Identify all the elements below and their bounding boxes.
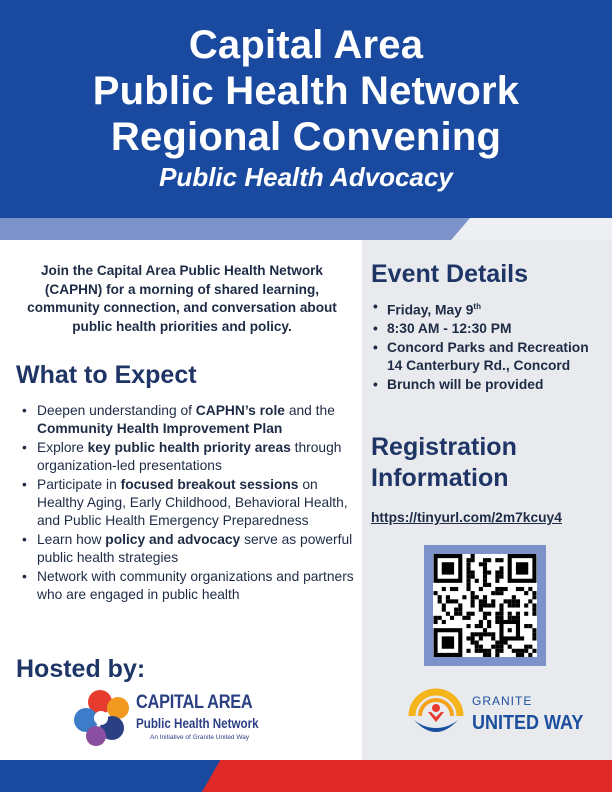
- qr-code-frame: [424, 545, 546, 666]
- event-details-heading: Event Details: [371, 260, 529, 288]
- united-way-logo-icon: [408, 686, 464, 742]
- list-item: • Learn how policy and advocacy serve as powerful public health strategies: [20, 531, 360, 568]
- expect-list: [20, 402, 360, 604]
- capn-logo-line-1: CAPITAL AREA: [136, 692, 253, 713]
- list-item: • Network with community organizations and partners who are engaged in public health: [20, 568, 360, 605]
- divider-stripe-blue: [0, 218, 470, 240]
- event-venue: • Concord Parks and Recreation 14 Canterbury Rd., Concord: [372, 339, 612, 376]
- title-line-1: Capital Area: [188, 23, 424, 67]
- list-item: • Deepen understanding of CAPHN’s role and the Community Health Improvement Plan: [20, 402, 360, 439]
- qr-code-icon[interactable]: [433, 554, 537, 657]
- united-way-line-2: UNITED WAY: [472, 712, 584, 734]
- list-item: • Explore key public health priority areas through organization-led presentations: [20, 439, 360, 476]
- intro-text: Join the Capital Area Public Health Network (CAPHN) for a morning of shared learning, community connection, and conversation about public health priorities and policy.: [27, 263, 337, 334]
- united-way-line-1: GRANITE: [472, 694, 533, 708]
- registration-link[interactable]: https://tinyurl.com/2m7kcuy4: [371, 510, 562, 525]
- list-item: • Participate in focused breakout sessions on Healthy Aging, Early Childhood, Behavioral Health, and Public Health Emergency Preparedness: [20, 476, 360, 531]
- title-line-2: Public Health Network: [92, 69, 520, 113]
- event-food: • Brunch will be provided: [372, 376, 612, 395]
- subtitle: Public Health Advocacy: [159, 162, 453, 192]
- capn-logo-line-2: Public Health Network: [136, 716, 259, 731]
- event-time: • 8:30 AM - 12:30 PM: [372, 320, 612, 339]
- what-to-expect-heading: What to Expect: [16, 361, 197, 389]
- header-banner: [0, 0, 612, 218]
- registration-heading: Registration Information: [371, 433, 517, 492]
- title-line-3: Regional Convening: [110, 115, 502, 159]
- event-date: • Friday, May 9th: [372, 298, 612, 320]
- event-details-list: [372, 298, 612, 394]
- hosted-by-heading: Hosted by:: [16, 655, 146, 683]
- capn-logo-line-3: An Initiative of Granite United Way: [150, 734, 250, 741]
